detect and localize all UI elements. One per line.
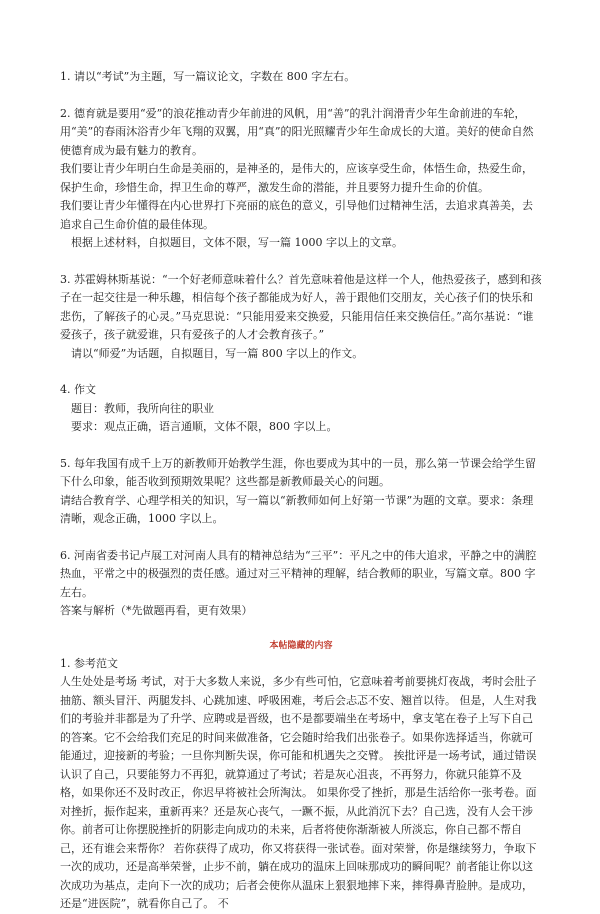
question-5 bbox=[60, 455, 542, 529]
question-3 bbox=[60, 271, 542, 364]
question-2-line: 我们要让青少年懂得在内心世界打下亮丽的底色的意义，引导他们过精神生活，去追求真善美，去追求自己生命价值的最佳体现。 bbox=[60, 199, 533, 231]
question-5-line: 请结合教育学、心理学相关的知识，写一篇以“新教师如何上好第一节课”为题的文章。要求：条理清晰，观念正确，1000 字以上。 bbox=[60, 493, 534, 525]
question-2-line: 2. 德育就是要用“爱”的浪花推动青少年前进的风帆，用“善”的乳汁润滑青少年生命前进的车轮，用“美”的春雨沐浴青少年飞翔的双翼，用“真”的阳光照耀青少年生命成长的大道。美好的使命自然使德育成为最有魅力的教育。 bbox=[60, 106, 534, 157]
answer-heading: 1. 参考范文 bbox=[60, 656, 118, 670]
question-6 bbox=[60, 547, 542, 621]
answer-section bbox=[60, 655, 542, 914]
question-4-line: 要求：观点正确，语言通顺，文体不限，800 字以上。 bbox=[71, 420, 338, 433]
question-4 bbox=[60, 381, 542, 437]
question-4-line: 题目：教师，我所向往的职业 bbox=[71, 401, 214, 415]
question-2-line: 我们要让青少年明白生命是美丽的，是神圣的，是伟大的，应该享受生命，体悟生命，热爱生命，保护生命，珍惜生命，捍卫生命的尊严，激发生命的潜能，并且要努力提升生命的价值。 bbox=[60, 162, 533, 194]
essay-body: 人生处处是考场 考试，对于大多数人来说，多少有些可怕，它意味着考前要挑灯夜战，考时会肚子抽筋、额头冒汗、两腿发抖、心跳加速、呼吸困难，考后会忐忑不安、翘首以待。 但是，人生对我们的考验并非都是为了升学、应聘或是晋级，也不是都要端坐在考场中，拿支笔在卷子上写下自己的答案。它不会给我们充足的时间来做准备，它会随时给我们出张卷子。如果你选择适当，你就可能通过，迎接新的考验；一旦你判断失误，你可能和机遇失之交臂。 挨批评是一场考试，通过错误认识了自己，只要能努力不再犯，就算通过了考试；若是灰心沮丧，不再努力，你就只能算不及格，如果你还不及时改正，你迟早将被社会所淘汰。 如果你受了挫折，那是生活给你一张考卷。面对挫折，振作起来，重新再来？还是灰心丧气，一蹶不振，从此消沉下去？自己选，没有人会干涉你。前者可让你摆脱挫折的阴影走向成功的未来，后者将使你渐渐被人所淡忘，你自己都不帮自己，还有谁会来帮你？ 若你获得了成功，你又将获得一张试卷。面对荣誉，你是继续努力，争取下一次的成功，还是高举荣誉，止步不前，躺在成功的温床上回味那成功的瞬间呢？前者能让你以这次成功为基点，走向下一次的成功；后者会使你从温床上狠狠地摔下来，摔得鼻青脸肿。是成功，还是“进医院”，就看你自己了。 不 bbox=[60, 675, 537, 910]
hidden-content-title: 本帖隐藏的内容 bbox=[269, 640, 333, 651]
question-6-line: 6. 河南省委书记卢展工对河南人具有的精神总结为“三平”：平凡之中的伟大追求，平静之中的满腔热血，平常之中的极强烈的责任感。通过对三平精神的理解，结合教师的职业，写篇文章。800 字左右。 bbox=[60, 548, 537, 599]
question-1 bbox=[60, 68, 542, 87]
question-3-line: 3. 苏霍姆林斯基说：“一个好老师意味着什么？首先意味着他是这样一个人，他热爱孩子，感到和孩子在一起交往是一种乐趣，相信每个孩子都能成为好人，善于跟他们交朋友，关心孩子们的快乐和悲伤，了解孩子的心灵。”马克思说：“只能用爱来交换爱，只能用信任来交换信任。”高尔基说：“谁爱孩子，孩子就爱谁，只有爱孩子的人才会教育孩子。” bbox=[60, 272, 542, 341]
answer-note: 答案与解析（*先做题再看，更有效果） bbox=[60, 604, 253, 617]
question-5-line: 5. 每年我国有成千上万的新教师开始教学生涯，你也要成为其中的一员，那么第一节课会给学生留下什么印象，能否收到预期效果呢？这些都是新教师最关心的问题。 bbox=[60, 456, 536, 488]
question-2 bbox=[60, 105, 542, 253]
question-4-line: 4. 作文 bbox=[60, 383, 96, 396]
question-2-line: 根据上述材料，自拟题目，文体不限，写一篇 1000 字以上的文章。 bbox=[71, 236, 403, 249]
question-3-line: 请以“师爱”为话题，自拟题目，写一篇 800 字以上的作文。 bbox=[71, 346, 364, 360]
document-page bbox=[60, 68, 542, 914]
question-1-line: 1. 请以“考试”为主题，写一篇议论文，字数在 800 字左右。 bbox=[60, 70, 356, 83]
